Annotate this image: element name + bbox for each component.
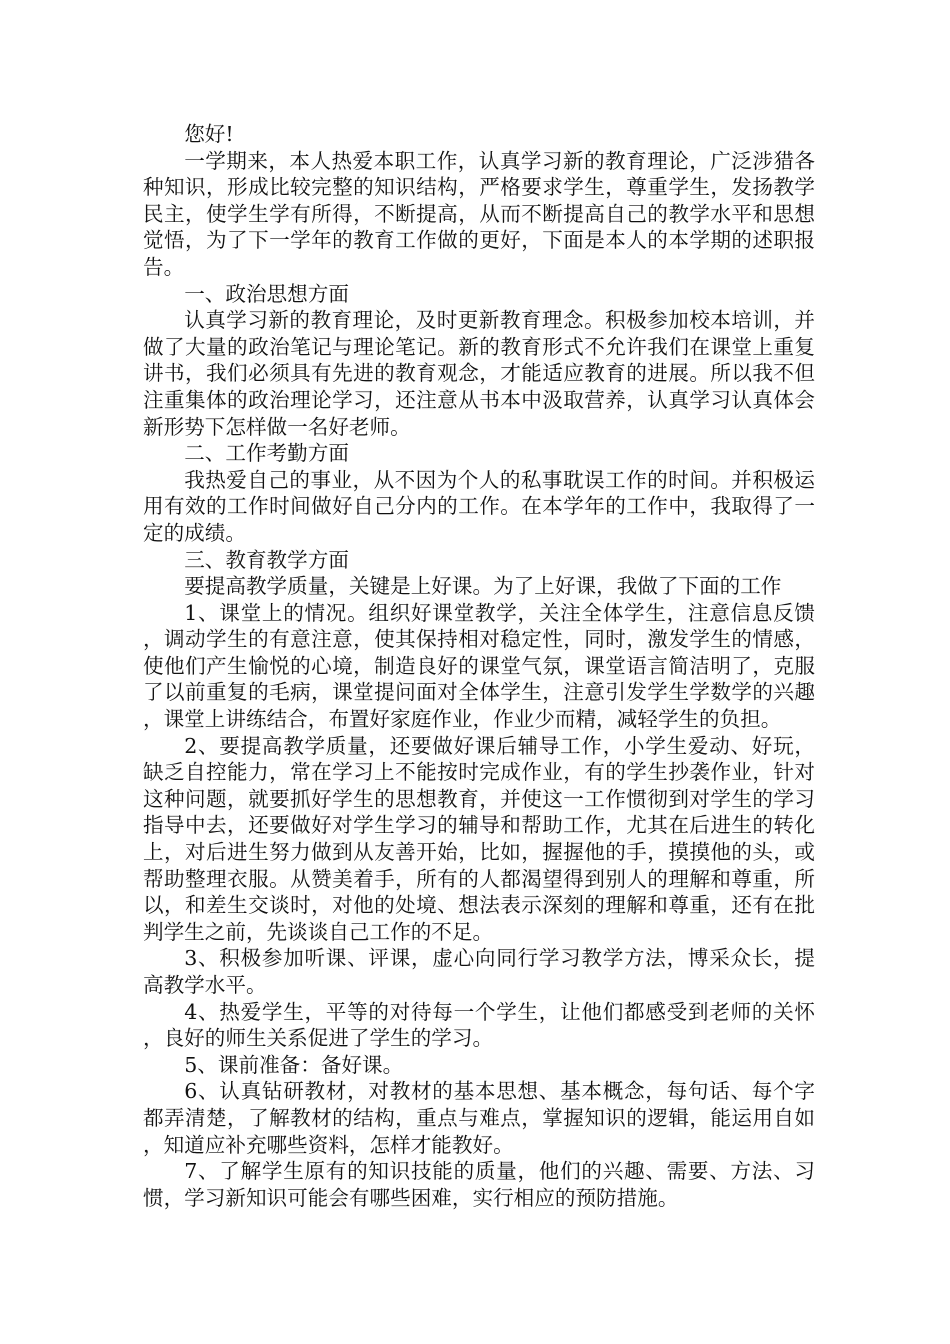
teaching-item-7: 7、了解学生原有的知识技能的质量，他们的兴趣、需要、方法、习惯，学习新知识可能会有哪些困难，实行相应的预防措施。 [143,1159,815,1210]
section-heading-teaching: 三、教育教学方面 [184,547,349,572]
teaching-item-1: 1、课堂上的情况。组织好课堂教学，关注全体学生，注意信息反馈，调动学生的有意注意，使其保持相对稳定性，同时，激发学生的情感，使他们产生愉悦的心境，制造良好的课堂气氛，课堂语言简洁明了，克服了以前重复的毛病，课堂提问面对全体学生，注意引发学生学数学的兴趣，课堂上讲练结合，布置好家庭作业，作业少而精，减轻学生的负担。 [143,600,815,732]
intro-paragraph: 一学期来，本人热爱本职工作，认真学习新的教育理论，广泛涉猎各种知识，形成比较完整的知识结构，严格要求学生，尊重学生，发扬教学民主，使学生学有所得，不断提高，从而不断提高自己的教学水平和思想觉悟，为了下一学年的教育工作做的更好，下面是本人的本学期的述职报告。 [143,148,815,279]
section-heading-attendance: 二、工作考勤方面 [184,441,349,466]
attendance-paragraph: 我热爱自己的事业，从不因为个人的私事耽误工作的时间。并积极运用有效的工作时间做好自己分内的工作。在本学年的工作中，我取得了一定的成绩。 [143,467,815,545]
teaching-item-5: 5、课前准备：备好课。 [184,1052,404,1077]
section-heading-politics: 一、政治思想方面 [184,281,349,306]
politics-paragraph: 认真学习新的教育理论，及时更新教育理念。积极参加校本培训，并做了大量的政治笔记与理论笔记。新的教育形式不允许我们在课堂上重复讲书，我们必须具有先进的教育观念，才能适应教育的进展。所以我不但注重集体的政治理论学习，还注意从书本中汲取营养，认真学习认真体会新形势下怎样做一名好老师。 [143,308,815,439]
greeting: 您好! [184,122,234,146]
document-body [143,121,815,1211]
teaching-item-3: 3、积极参加听课、评课，虚心向同行学习教学方法，博采众长，提高教学水平。 [143,946,815,997]
teaching-item-2: 2、要提高教学质量，还要做好课后辅导工作，小学生爱动、好玩，缺乏自控能力，常在学习上不能按时完成作业，有的学生抄袭作业，针对这种问题，就要抓好学生的思想教育，并使这一工作惯彻到对学生的学习指导中去，还要做好对学生学习的辅导和帮助工作，尤其在后进生的转化上，对后进生努力做到从友善开始，比如，握握他的手，摸摸他的头，或帮助整理衣服。从赞美着手，所有的人都渴望得到别人的理解和尊重，所以，和差生交谈时，对他的处境、想法表示深刻的理解和尊重，还有在批判学生之前，先谈谈自己工作的不足。 [143,733,815,944]
teaching-item-4: 4、热爱学生，平等的对待每一个学生，让他们都感受到老师的关怀，良好的师生关系促进了学生的学习。 [143,999,815,1051]
teaching-intro-paragraph: 要提高教学质量，关键是上好课。为了上好课，我做了下面的工作 [184,574,782,599]
teaching-item-6: 6、认真钻研教材，对教材的基本思想、基本概念，每句话、每个字都弄清楚，了解教材的结构，重点与难点，掌握知识的逻辑，能运用自如，知道应补充哪些资料，怎样才能教好。 [143,1079,815,1157]
